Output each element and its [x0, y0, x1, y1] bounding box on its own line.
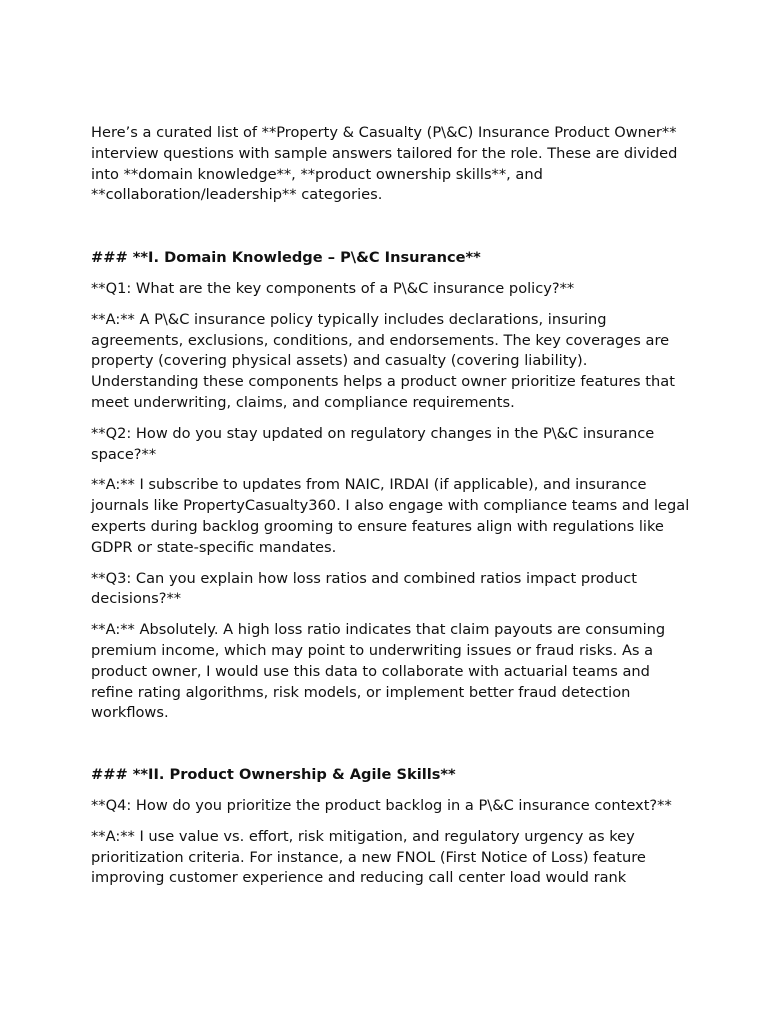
- question-q4: **Q4: How do you prioritize the product backlog in a P\&C insurance context?**: [91, 796, 672, 814]
- section-domain-knowledge: [91, 248, 691, 724]
- section-product-ownership: [91, 765, 691, 889]
- question-q3: **Q3: Can you explain how loss ratios and combined ratios impact product decisions?**: [91, 569, 638, 608]
- answer-q4: **A:** I use value vs. effort, risk mitigation, and regulatory urgency as key prioritization criteria. For instance, a new FNOL (First Notice of Loss) feature improving customer experience and reducing call center load would rank: [91, 827, 646, 887]
- section-heading: ### **II. Product Ownership & Agile Skills**: [91, 766, 456, 784]
- document-body: [91, 123, 691, 899]
- answer-q3: **A:** Absolutely. A high loss ratio indicates that claim payouts are consuming premium income, which may point to underwriting issues or fraud risks. As a product owner, I would use this data to collaborate with actuarial teams and refine rating algorithms, risk models, or implement better fraud detection workflows.: [91, 621, 666, 722]
- question-q1: **Q1: What are the key components of a P\&C insurance policy?**: [91, 279, 575, 297]
- intro-paragraph: Here’s a curated list of **Property & Casualty (P\&C) Insurance Product Owner** interview questions with sample answers tailored for the role. These are divided into **domain knowledge**, **product ownership skills**, and **collaboration/leadership** categories.: [91, 124, 678, 204]
- question-q2: **Q2: How do you stay updated on regulatory changes in the P\&C insurance space?**: [91, 424, 655, 463]
- answer-q1: **A:** A P\&C insurance policy typically includes declarations, insuring agreements, exclusions, conditions, and endorsements. The key coverages are property (covering physical assets) and casualty (covering liability). Understanding these components helps a product owner prioritize features that meet underwriting, claims, and compliance requirements.: [91, 310, 675, 411]
- section-heading: ### **I. Domain Knowledge – P\&C Insurance**: [91, 249, 481, 267]
- answer-q2: **A:** I subscribe to updates from NAIC, IRDAI (if applicable), and insurance journals like PropertyCasualty360. I also engage with compliance teams and legal experts during backlog grooming to ensure features align with regulations like GDPR or state-specific mandates.: [91, 476, 690, 556]
